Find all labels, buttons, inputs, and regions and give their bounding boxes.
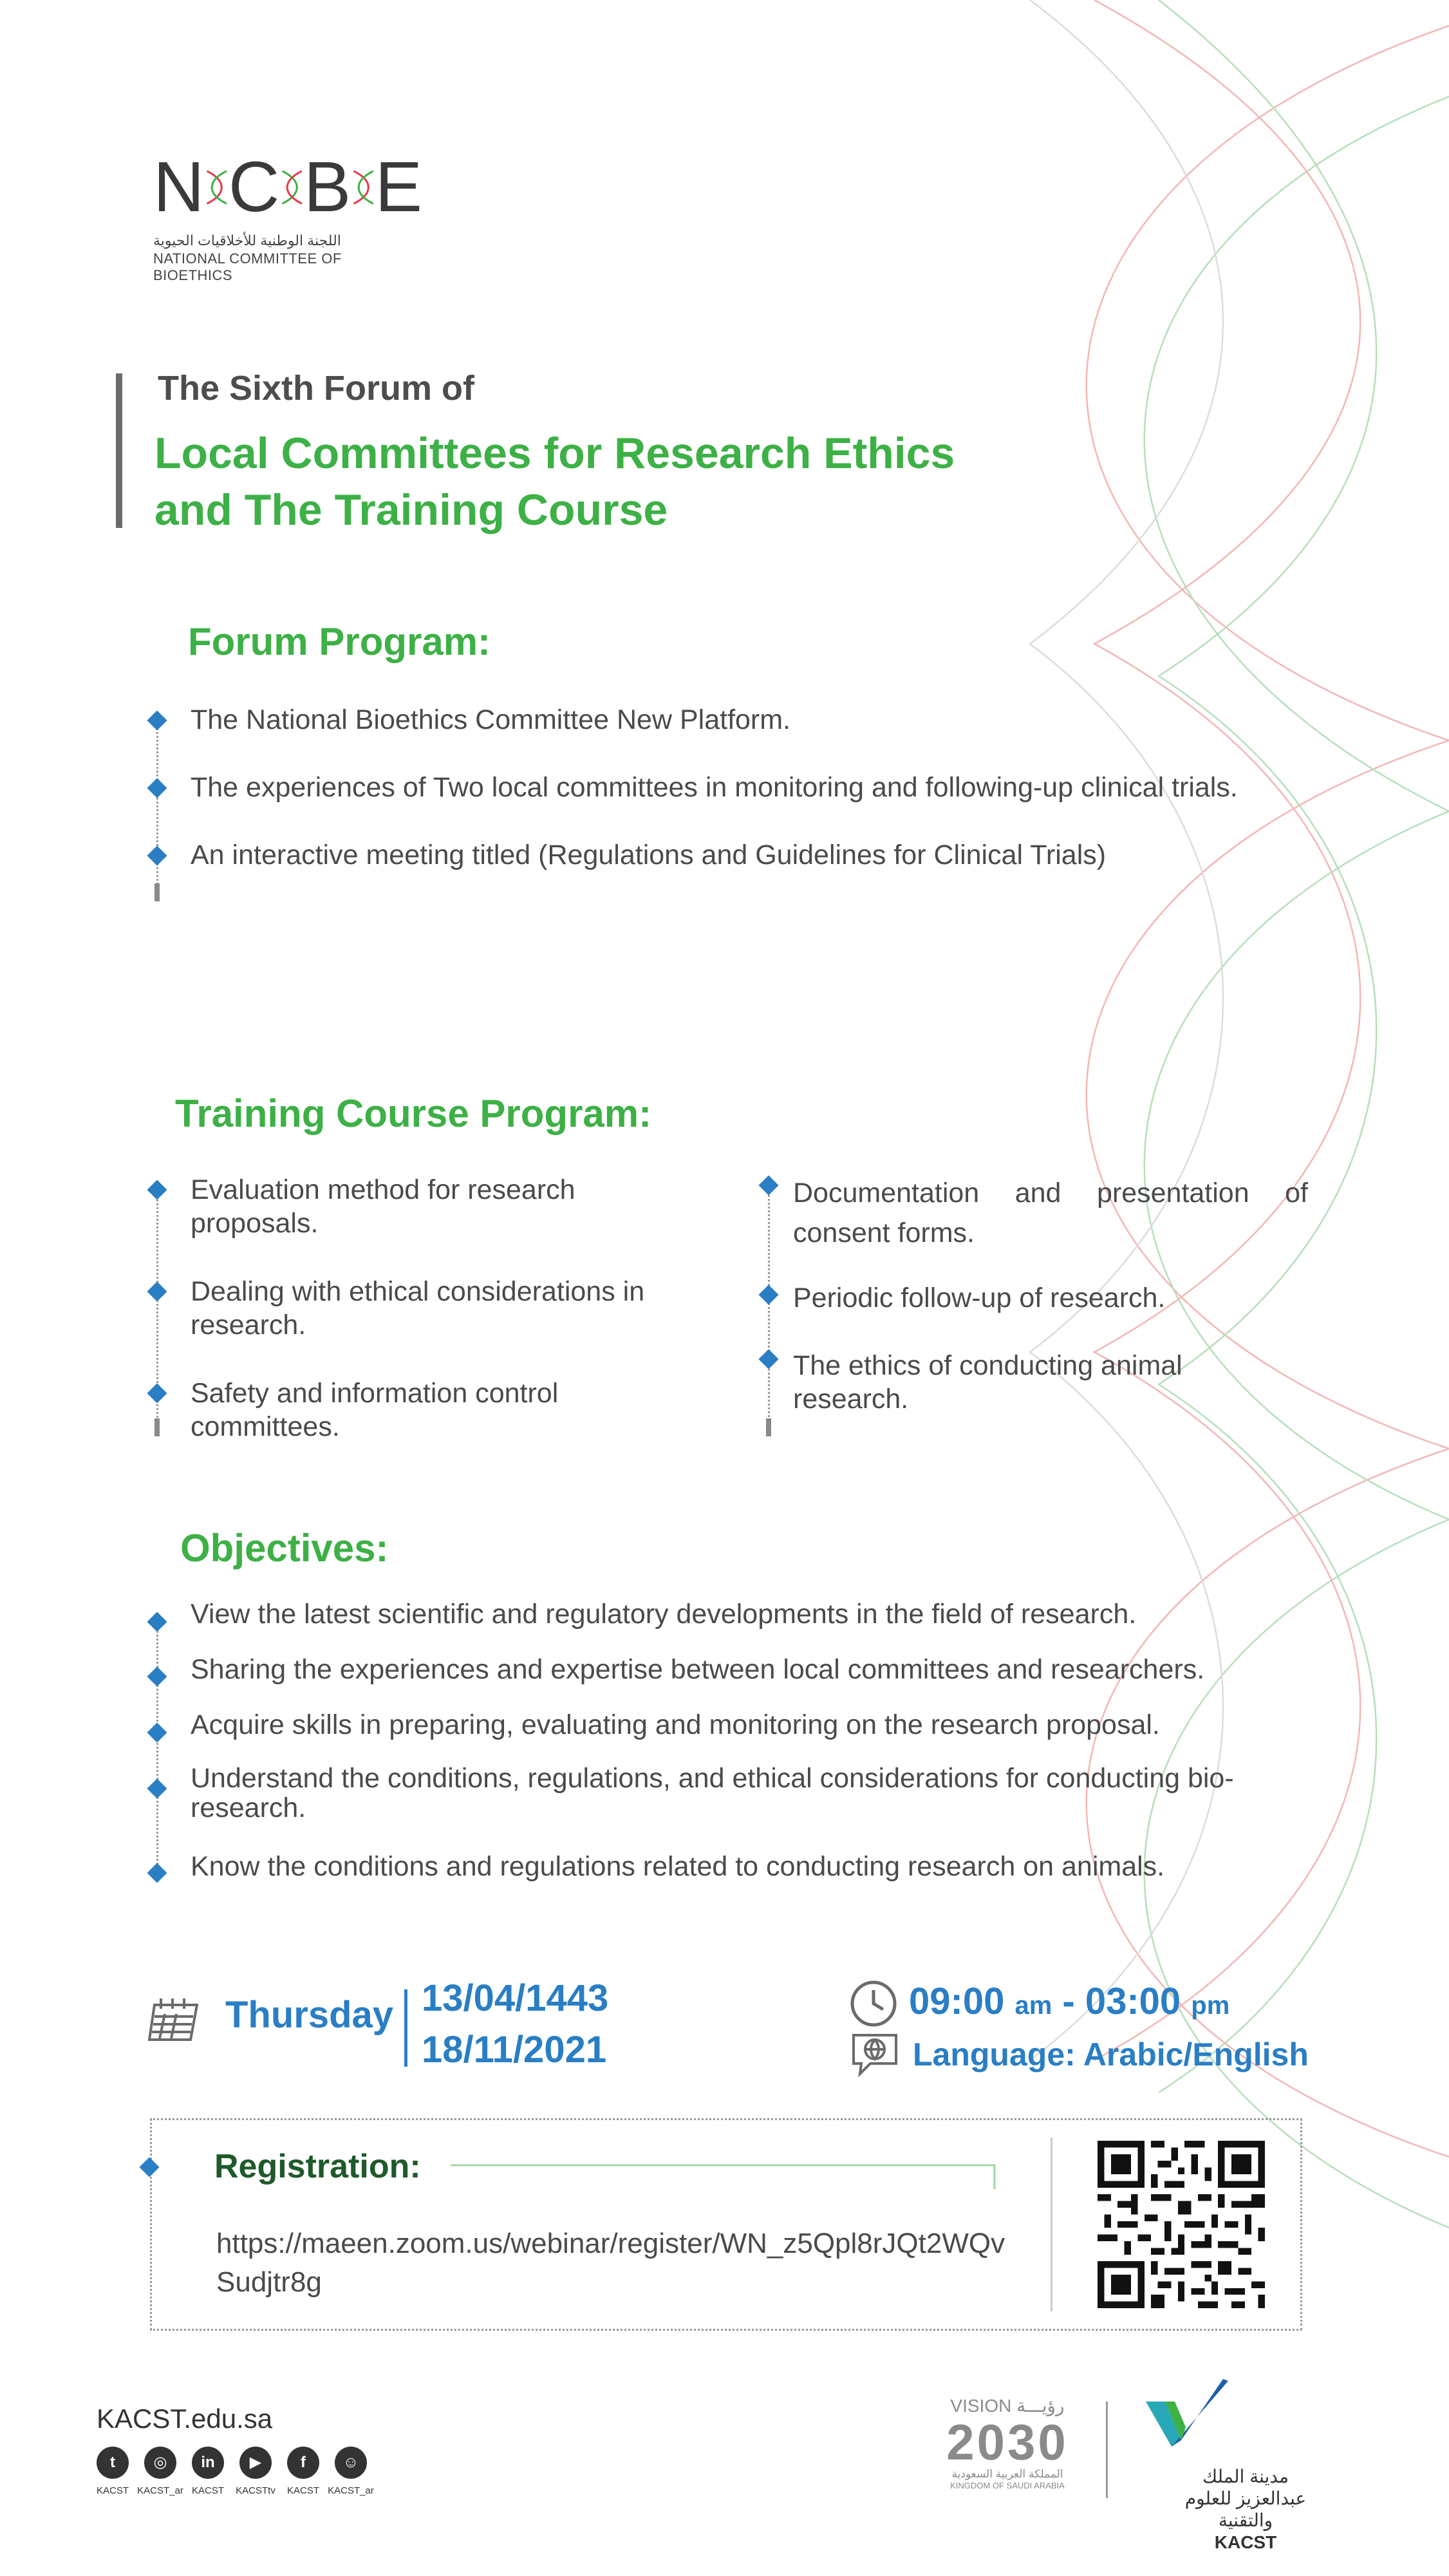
facebook-icon[interactable]: f	[287, 2447, 319, 2479]
kacst-logo	[1146, 2376, 1229, 2453]
time-end-suffix: pm	[1191, 1991, 1230, 2020]
kacst-name	[1172, 2466, 1320, 2553]
registration-underline	[451, 2160, 998, 2192]
event-date-gregorian: 18/11/2021	[422, 2029, 607, 2071]
calendar-icon	[147, 1995, 201, 2043]
clock-icon	[848, 1979, 899, 2029]
training-item: The ethics of conducting animal research.	[793, 1350, 1183, 1415]
time-separator: -	[1052, 1980, 1085, 2022]
logo-english-name: NATIONAL COMMITTEE OF BIOETHICS	[153, 250, 342, 283]
logo-letter-n: N	[153, 147, 206, 227]
objective-item: Sharing the experiences and expertise between local committees and researchers.	[191, 1654, 1205, 1685]
objective-item: View the latest scientific and regulatory developments in the field of research.	[191, 1599, 1137, 1630]
helix-link-icon	[281, 149, 303, 226]
youtube-icon[interactable]: ▶	[239, 2447, 272, 2479]
forum-item: The National Bioethics Committee New Platform.	[191, 704, 791, 735]
training-left-connector-end	[154, 1418, 160, 1436]
vision-en: KINGDOM OF SAUDI ARABIA	[950, 2481, 1065, 2490]
qr-code[interactable]	[1098, 2141, 1265, 2308]
objective-item: Understand the conditions, regulations, and ethical considerations for conducting bio-research.	[191, 1763, 1234, 1823]
logo-letter-b: B	[303, 147, 353, 227]
registration-link[interactable]: https://maeen.zoom.us/webinar/register/WN_z5Qpl8rJQt2WQvSudjtr8g	[216, 2228, 1005, 2298]
kacst-arabic: مدينة الملك عبدالعزيز للعلوم والتقنية	[1184, 2467, 1307, 2530]
vision-ar: المملكة العربية السعودية	[951, 2468, 1063, 2480]
social-caption: KACSTtv	[236, 2485, 276, 2496]
title-line-1: Local Committees for Research Ethics	[154, 429, 955, 478]
forum-item: An interactive meeting titled (Regulations and Guidelines for Clinical Trials)	[191, 840, 1107, 870]
registration-label: Registration:	[214, 2148, 421, 2185]
title-pre: The Sixth Forum of	[158, 369, 474, 408]
forum-connector-end	[154, 883, 160, 901]
logo-letter-e: E	[375, 147, 424, 227]
date-separator	[404, 1989, 407, 2067]
event-language: Language: Arabic/English	[913, 2036, 1309, 2073]
training-right-connector	[768, 1188, 770, 1433]
ncbe-logo	[153, 147, 424, 283]
logo-letter-c: C	[228, 147, 281, 227]
social-caption: KACST	[96, 2485, 129, 2496]
title-accent-bar	[116, 373, 122, 528]
vision-year: 2030	[946, 2414, 1069, 2470]
helix-link-icon	[352, 149, 375, 226]
kacst-abbr: KACST	[1214, 2532, 1277, 2552]
event-day: Thursday	[225, 1994, 394, 2036]
training-item: Evaluation method for research proposals.	[191, 1174, 575, 1239]
page-title	[154, 425, 1120, 538]
globe-chat-icon	[848, 2031, 901, 2078]
objectives-connector	[156, 1622, 158, 1880]
time-end: 03:00	[1085, 1980, 1181, 2022]
helix-link-icon	[205, 149, 228, 226]
time-start: 09:00	[909, 1980, 1005, 2022]
vision-2030-logo	[917, 2395, 1098, 2505]
snapchat-icon[interactable]: ☺	[335, 2447, 367, 2479]
forum-heading: Forum Program:	[188, 620, 491, 663]
training-item: Dealing with ethical considerations in research.	[191, 1276, 645, 1340]
event-time	[909, 1980, 1229, 2023]
footer-site[interactable]: KACST.edu.sa	[97, 2403, 273, 2434]
qr-separator	[1051, 2138, 1052, 2311]
objective-item: Acquire skills in preparing, evaluating and monitoring on the research proposal.	[191, 1709, 1160, 1740]
linkedin-icon[interactable]: in	[192, 2447, 224, 2479]
social-caption: KACST_ar	[137, 2485, 183, 2496]
training-right-connector-end	[766, 1418, 771, 1436]
twitter-icon[interactable]: t	[97, 2447, 129, 2479]
logo-arabic-name: اللجنة الوطنية للأخلاقيات الحيوية	[153, 232, 341, 249]
title-line-2: and The Training Course	[154, 485, 668, 534]
objective-item: Know the conditions and regulations related to conducting research on animals.	[191, 1851, 1165, 1882]
training-heading: Training Course Program:	[175, 1092, 652, 1135]
event-date-hijri: 13/04/1443	[422, 1977, 609, 2019]
instagram-icon[interactable]: ◎	[144, 2447, 176, 2479]
training-item: Safety and information control committees.	[191, 1378, 559, 1442]
social-caption: KACST_ar	[328, 2485, 374, 2496]
vision-top: VISION رؤيـــة	[950, 2396, 1065, 2416]
social-caption: KACST	[191, 2485, 224, 2496]
social-caption: KACST	[286, 2485, 319, 2496]
training-item: Documentation and presentation of consent forms.	[793, 1178, 1308, 1248]
footer-separator	[1106, 2402, 1108, 2498]
objectives-heading: Objectives:	[180, 1527, 389, 1570]
logo-letters	[153, 147, 424, 227]
time-start-suffix: am	[1014, 1991, 1052, 2020]
training-item: Periodic follow-up of research.	[793, 1283, 1166, 1313]
forum-item: The experiences of Two local committees in monitoring and following-up clinical trials.	[191, 772, 1238, 803]
